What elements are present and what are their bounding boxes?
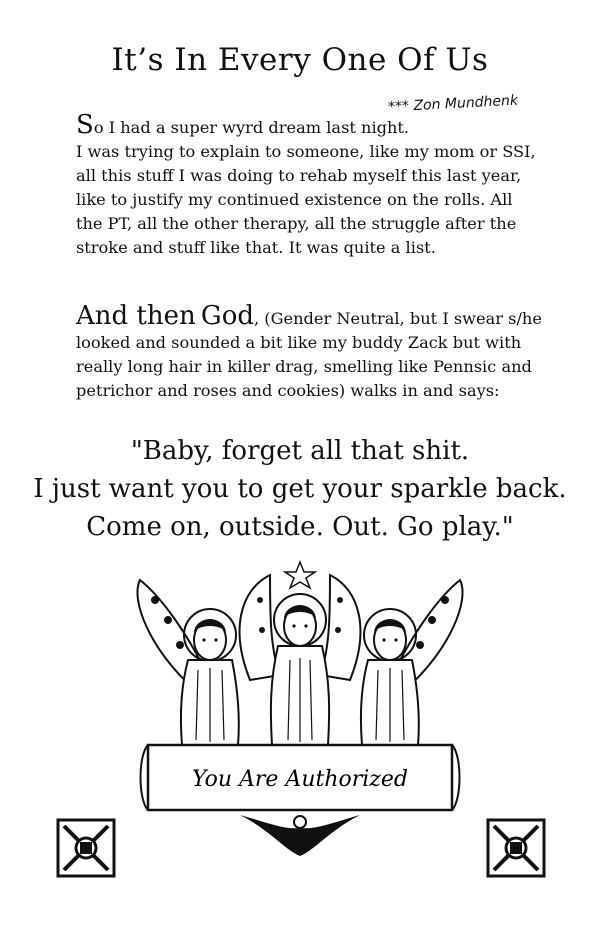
quote-line: I just want you to get your sparkle back. — [33, 474, 567, 504]
paragraph-line: like to justify my continued existence on the rolls. All — [76, 190, 513, 209]
ornament-corner-icon — [486, 818, 546, 878]
god-word: God — [200, 301, 254, 331]
paragraph-line: all this stuff I was doing to rehab myself this last year, — [76, 166, 522, 185]
paragraph-line: petrichor and roses and cookies) walks in and says: — [76, 381, 500, 400]
paragraph-2 — [76, 301, 546, 403]
ornament-corner-icon — [56, 818, 116, 878]
paragraph-1 — [76, 110, 546, 260]
paragraph-line: stroke and stuff like that. It was quite a list. — [76, 238, 436, 257]
paragraph-line: looked and sounded a bit like my buddy Zack but with — [76, 333, 522, 352]
angels-illustration — [120, 560, 480, 860]
star-icon — [285, 562, 315, 588]
paragraph-line: the PT, all the other therapy, all the struggle after the — [76, 214, 517, 233]
quote — [0, 432, 600, 546]
paragraph-line: really long hair in killer drag, smelling like Pennsic and — [76, 357, 532, 376]
page-title: It’s In Every One Of Us — [111, 42, 489, 78]
banner-text: You Are Authorized — [192, 767, 408, 792]
quote-line: "Baby, forget all that shit. — [130, 436, 470, 466]
paragraph-line: I was trying to explain to someone, like my mom or SSI, — [76, 142, 536, 161]
drop-initial: And then — [76, 301, 196, 331]
paragraph-line: , (Gender Neutral, but I swear s/he — [254, 309, 542, 328]
drop-initial: S — [76, 110, 94, 140]
paragraph-line: o I had a super wyrd dream last night. — [93, 118, 410, 137]
quote-line: Come on, outside. Out. Go play." — [86, 512, 514, 542]
author-byline: *** Zon Mundhenk — [387, 92, 519, 116]
